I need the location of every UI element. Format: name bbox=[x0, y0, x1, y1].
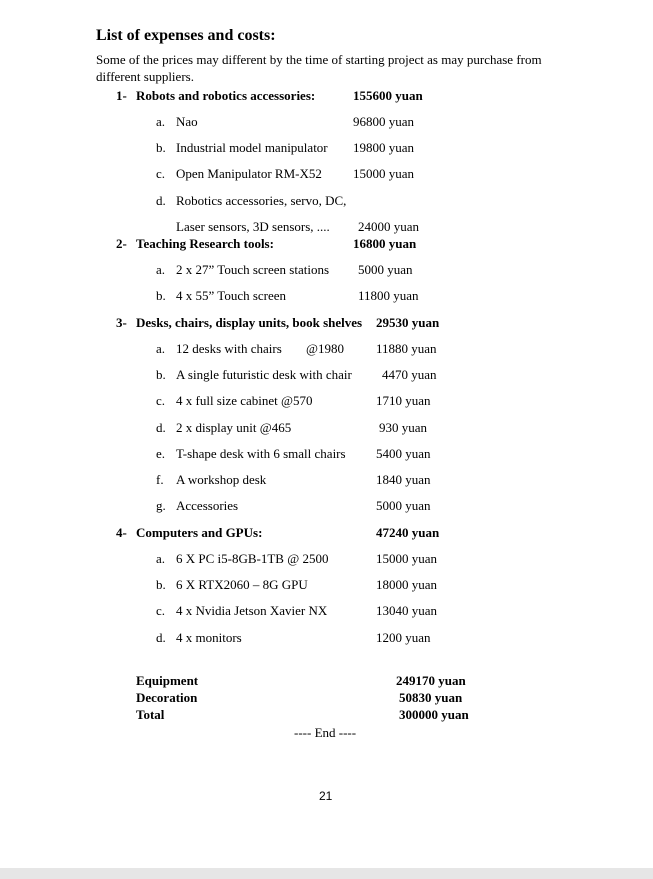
item-label: 4 x Nvidia Jetson Xavier NX bbox=[176, 603, 328, 618]
item-price: 5000 yuan bbox=[358, 262, 413, 277]
summary-value-decoration: 50830 yuan bbox=[399, 690, 463, 705]
summary-value-total: 300000 yuan bbox=[399, 707, 469, 722]
item-label: Robotics accessories, servo, DC, bbox=[176, 193, 347, 208]
item-label: Open Manipulator RM-X52 bbox=[176, 166, 322, 181]
summary-label-equipment: Equipment bbox=[136, 673, 199, 688]
item-marker: d. bbox=[156, 630, 166, 645]
item-price: 19800 yuan bbox=[353, 140, 415, 155]
item-label: 4 x 55” Touch screen bbox=[176, 288, 287, 303]
end-marker: ---- End ---- bbox=[294, 725, 357, 740]
item-marker: d. bbox=[156, 193, 166, 208]
section-total: 16800 yuan bbox=[353, 236, 417, 251]
summary-label-total: Total bbox=[136, 707, 165, 722]
item-marker: g. bbox=[156, 498, 166, 513]
item-label: T-shape desk with 6 small chairs bbox=[176, 446, 346, 461]
item-label: Nao bbox=[176, 114, 198, 129]
item-price: 11800 yuan bbox=[358, 288, 419, 303]
item-price: 15000 yuan bbox=[353, 166, 415, 181]
item-label-continued: Laser sensors, 3D sensors, .... bbox=[176, 219, 330, 234]
item-marker: a. bbox=[156, 341, 166, 356]
item-marker: b. bbox=[156, 288, 166, 303]
item-marker: c. bbox=[156, 603, 166, 618]
item-marker: c. bbox=[156, 166, 166, 181]
item-price: 18000 yuan bbox=[376, 577, 438, 592]
item-label: Accessories bbox=[176, 498, 239, 513]
item-marker: f. bbox=[156, 472, 164, 487]
section-number: 2- bbox=[116, 236, 127, 251]
item-label: A single futuristic desk with chair bbox=[176, 367, 352, 382]
item-price: 11880 yuan bbox=[376, 341, 437, 356]
item-price: 24000 yuan bbox=[358, 219, 420, 234]
item-price: 13040 yuan bbox=[376, 603, 438, 618]
section-total: 29530 yuan bbox=[376, 315, 440, 330]
item-marker: e. bbox=[156, 446, 166, 461]
item-unit-price: @1980 bbox=[306, 341, 344, 356]
summary-value-equipment: 249170 yuan bbox=[396, 673, 466, 688]
section-number: 3- bbox=[116, 315, 127, 330]
page-number: 21 bbox=[319, 789, 333, 803]
item-price: 5400 yuan bbox=[376, 446, 431, 461]
item-price: 1840 yuan bbox=[376, 472, 431, 487]
item-marker: b. bbox=[156, 367, 166, 382]
page-title: List of expenses and costs: bbox=[96, 27, 276, 44]
item-label: A workshop desk bbox=[176, 472, 267, 487]
section-number: 1- bbox=[116, 88, 127, 103]
item-marker: b. bbox=[156, 577, 166, 592]
item-marker: b. bbox=[156, 140, 166, 155]
section-heading: Computers and GPUs: bbox=[136, 525, 263, 540]
section-total: 47240 yuan bbox=[376, 525, 440, 540]
summary-label-decoration: Decoration bbox=[136, 690, 198, 705]
item-price: 1200 yuan bbox=[376, 630, 431, 645]
section-heading: Robots and robotics accessories: bbox=[136, 88, 316, 103]
item-label: 12 desks with chairs bbox=[176, 341, 282, 356]
item-price: 5000 yuan bbox=[376, 498, 431, 513]
item-label: 4 x full size cabinet @570 bbox=[176, 393, 313, 408]
item-price: 15000 yuan bbox=[376, 551, 438, 566]
item-label: Industrial model manipulator bbox=[176, 140, 328, 155]
item-marker: a. bbox=[156, 551, 166, 566]
item-label: 4 x monitors bbox=[176, 630, 242, 645]
item-marker: d. bbox=[156, 420, 166, 435]
item-label: 6 X RTX2060 – 8G GPU bbox=[176, 577, 308, 592]
item-marker: a. bbox=[156, 262, 166, 277]
item-marker: a. bbox=[156, 114, 166, 129]
viewer-bottom-bar bbox=[0, 868, 653, 879]
section-heading: Desks, chairs, display units, book shelves bbox=[136, 315, 363, 330]
item-marker: c. bbox=[156, 393, 166, 408]
item-price: 96800 yuan bbox=[353, 114, 415, 129]
item-price: 4470 yuan bbox=[382, 367, 437, 382]
section-heading: Teaching Research tools: bbox=[136, 236, 274, 251]
item-label: 6 X PC i5-8GB-1TB @ 2500 bbox=[176, 551, 329, 566]
item-price: 930 yuan bbox=[379, 420, 428, 435]
item-price: 1710 yuan bbox=[376, 393, 431, 408]
item-label: 2 x display unit @465 bbox=[176, 420, 292, 435]
section-number: 4- bbox=[116, 525, 127, 540]
item-label: 2 x 27” Touch screen stations bbox=[176, 262, 330, 277]
intro-paragraph: Some of the prices may different by the time of starting project as may purchase from different suppliers. bbox=[96, 52, 542, 84]
section-total: 155600 yuan bbox=[353, 88, 423, 103]
